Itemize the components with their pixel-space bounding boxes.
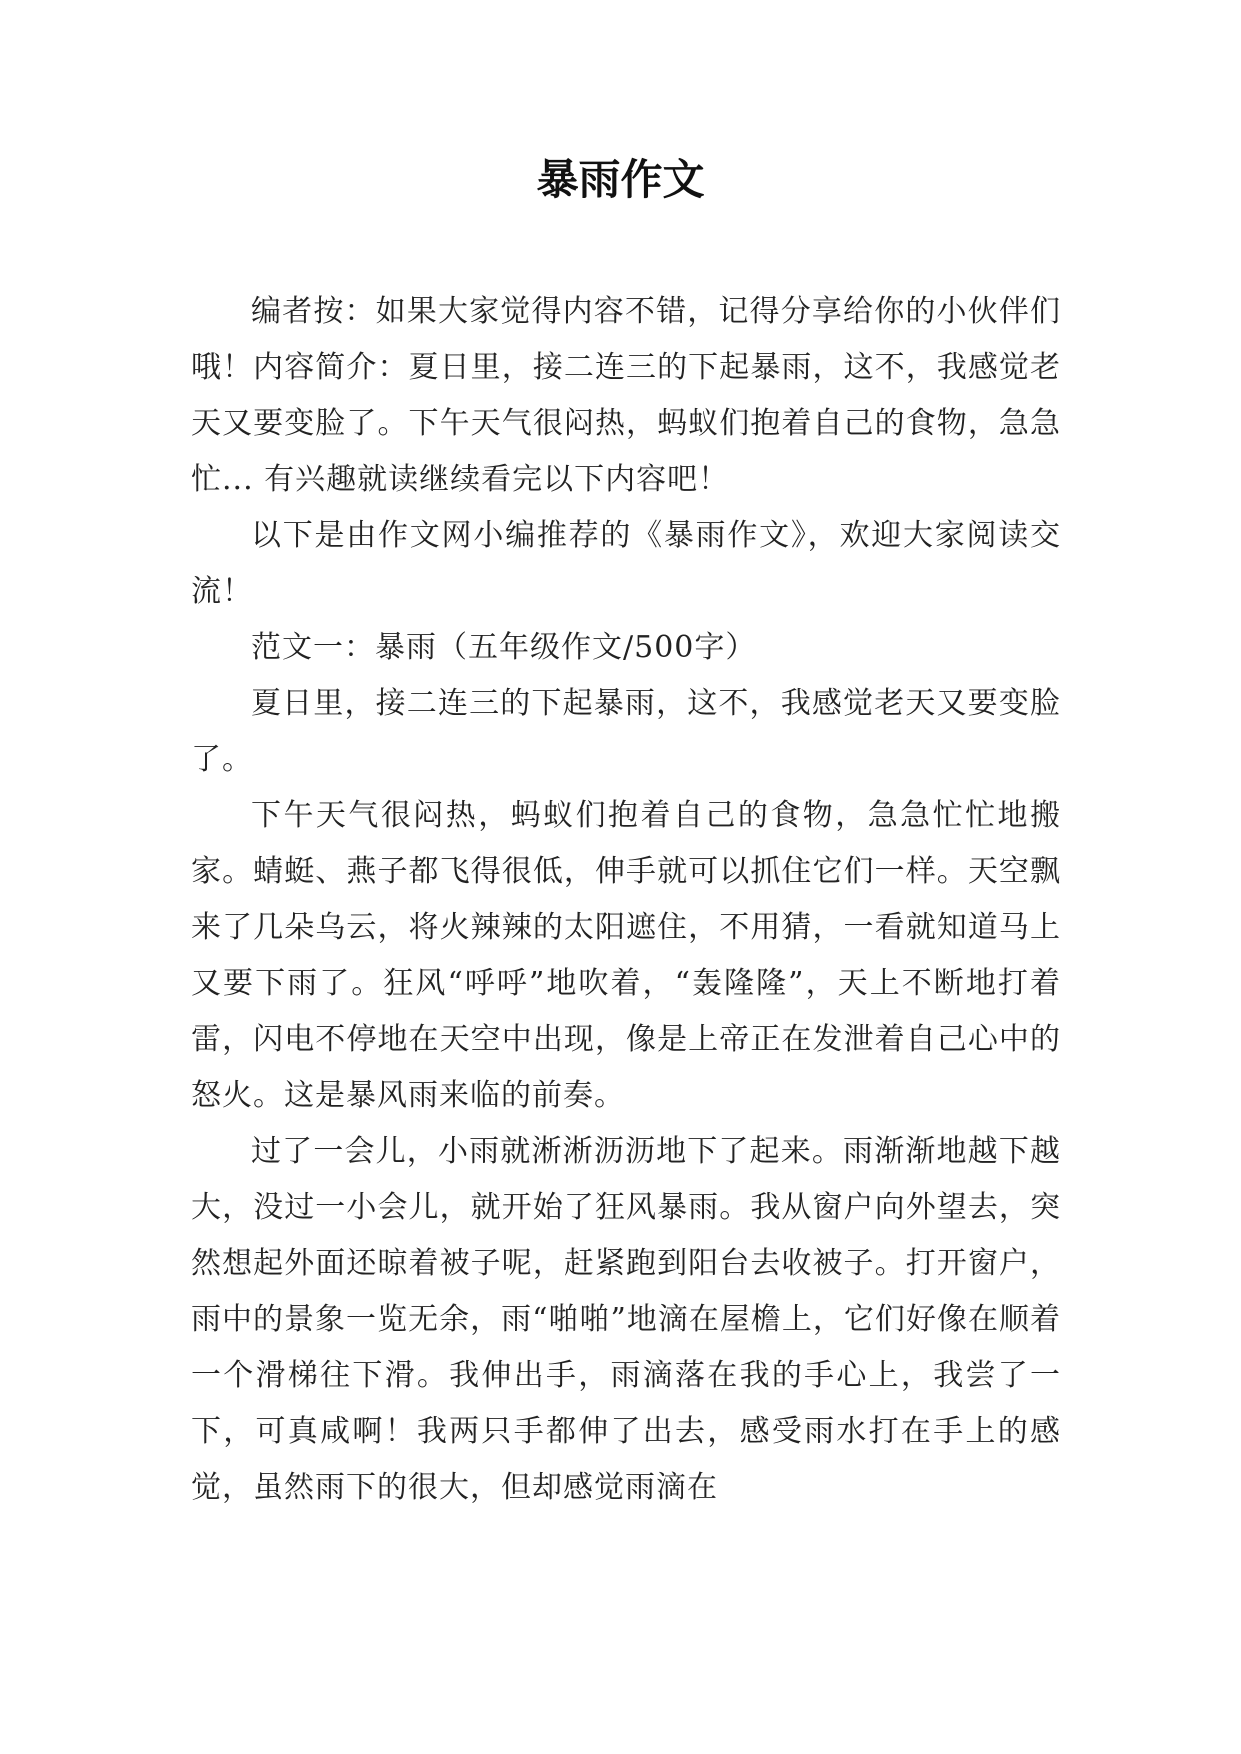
paragraph-body-1: 夏日里，接二连三的下起暴雨，这不，我感觉老天又要变脸了。 bbox=[191, 686, 1061, 777]
document-title: 暴雨作文 bbox=[536, 155, 705, 204]
paragraph-recommendation: 以下是由作文网小编推荐的《暴雨作文》，欢迎大家阅读交流！ bbox=[191, 518, 1061, 609]
document-body bbox=[191, 284, 1061, 1516]
paragraph-editor-note: 编者按：如果大家觉得内容不错，记得分享给你的小伙伴们哦！内容简介：夏日里，接二连三的下起暴雨，这不，我感觉老天又要变脸了。下午天气很闷热，蚂蚁们抱着自己的食物，急急忙... 有兴趣就读继续看完以下内容吧！ bbox=[191, 294, 1061, 497]
paragraph-body-3: 过了一会儿，小雨就淅淅沥沥地下了起来。雨渐渐地越下越大，没过一小会儿，就开始了狂风暴雨。我从窗户向外望去，突然想起外面还晾着被子呢，赶紧跑到阳台去收被子。打开窗户，雨中的景象一览无余，雨“啪啪”地滴在屋檐上，它们好像在顺着一个滑梯往下滑。我伸出手，雨滴落在我的手心上，我尝了一下，可真咸啊！我两只手都伸了出去，感受雨水打在手上的感觉，虽然雨下的很大，但却感觉雨滴在 bbox=[191, 1134, 1061, 1505]
paragraph-sample-heading: 范文一：暴雨（五年级作文/500字） bbox=[251, 630, 757, 665]
paragraph-body-2: 下午天气很闷热，蚂蚁们抱着自己的食物，急急忙忙地搬家。蜻蜓、燕子都飞得很低，伸手就可以抓住它们一样。天空飘来了几朵乌云，将火辣辣的太阳遮住，不用猜，一看就知道马上又要下雨了。狂风“呼呼”地吹着，“轰隆隆”，天上不断地打着雷，闪电不停地在天空中出现，像是上帝正在发泄着自己心中的怒火。这是暴风雨来临的前奏。 bbox=[191, 798, 1061, 1113]
